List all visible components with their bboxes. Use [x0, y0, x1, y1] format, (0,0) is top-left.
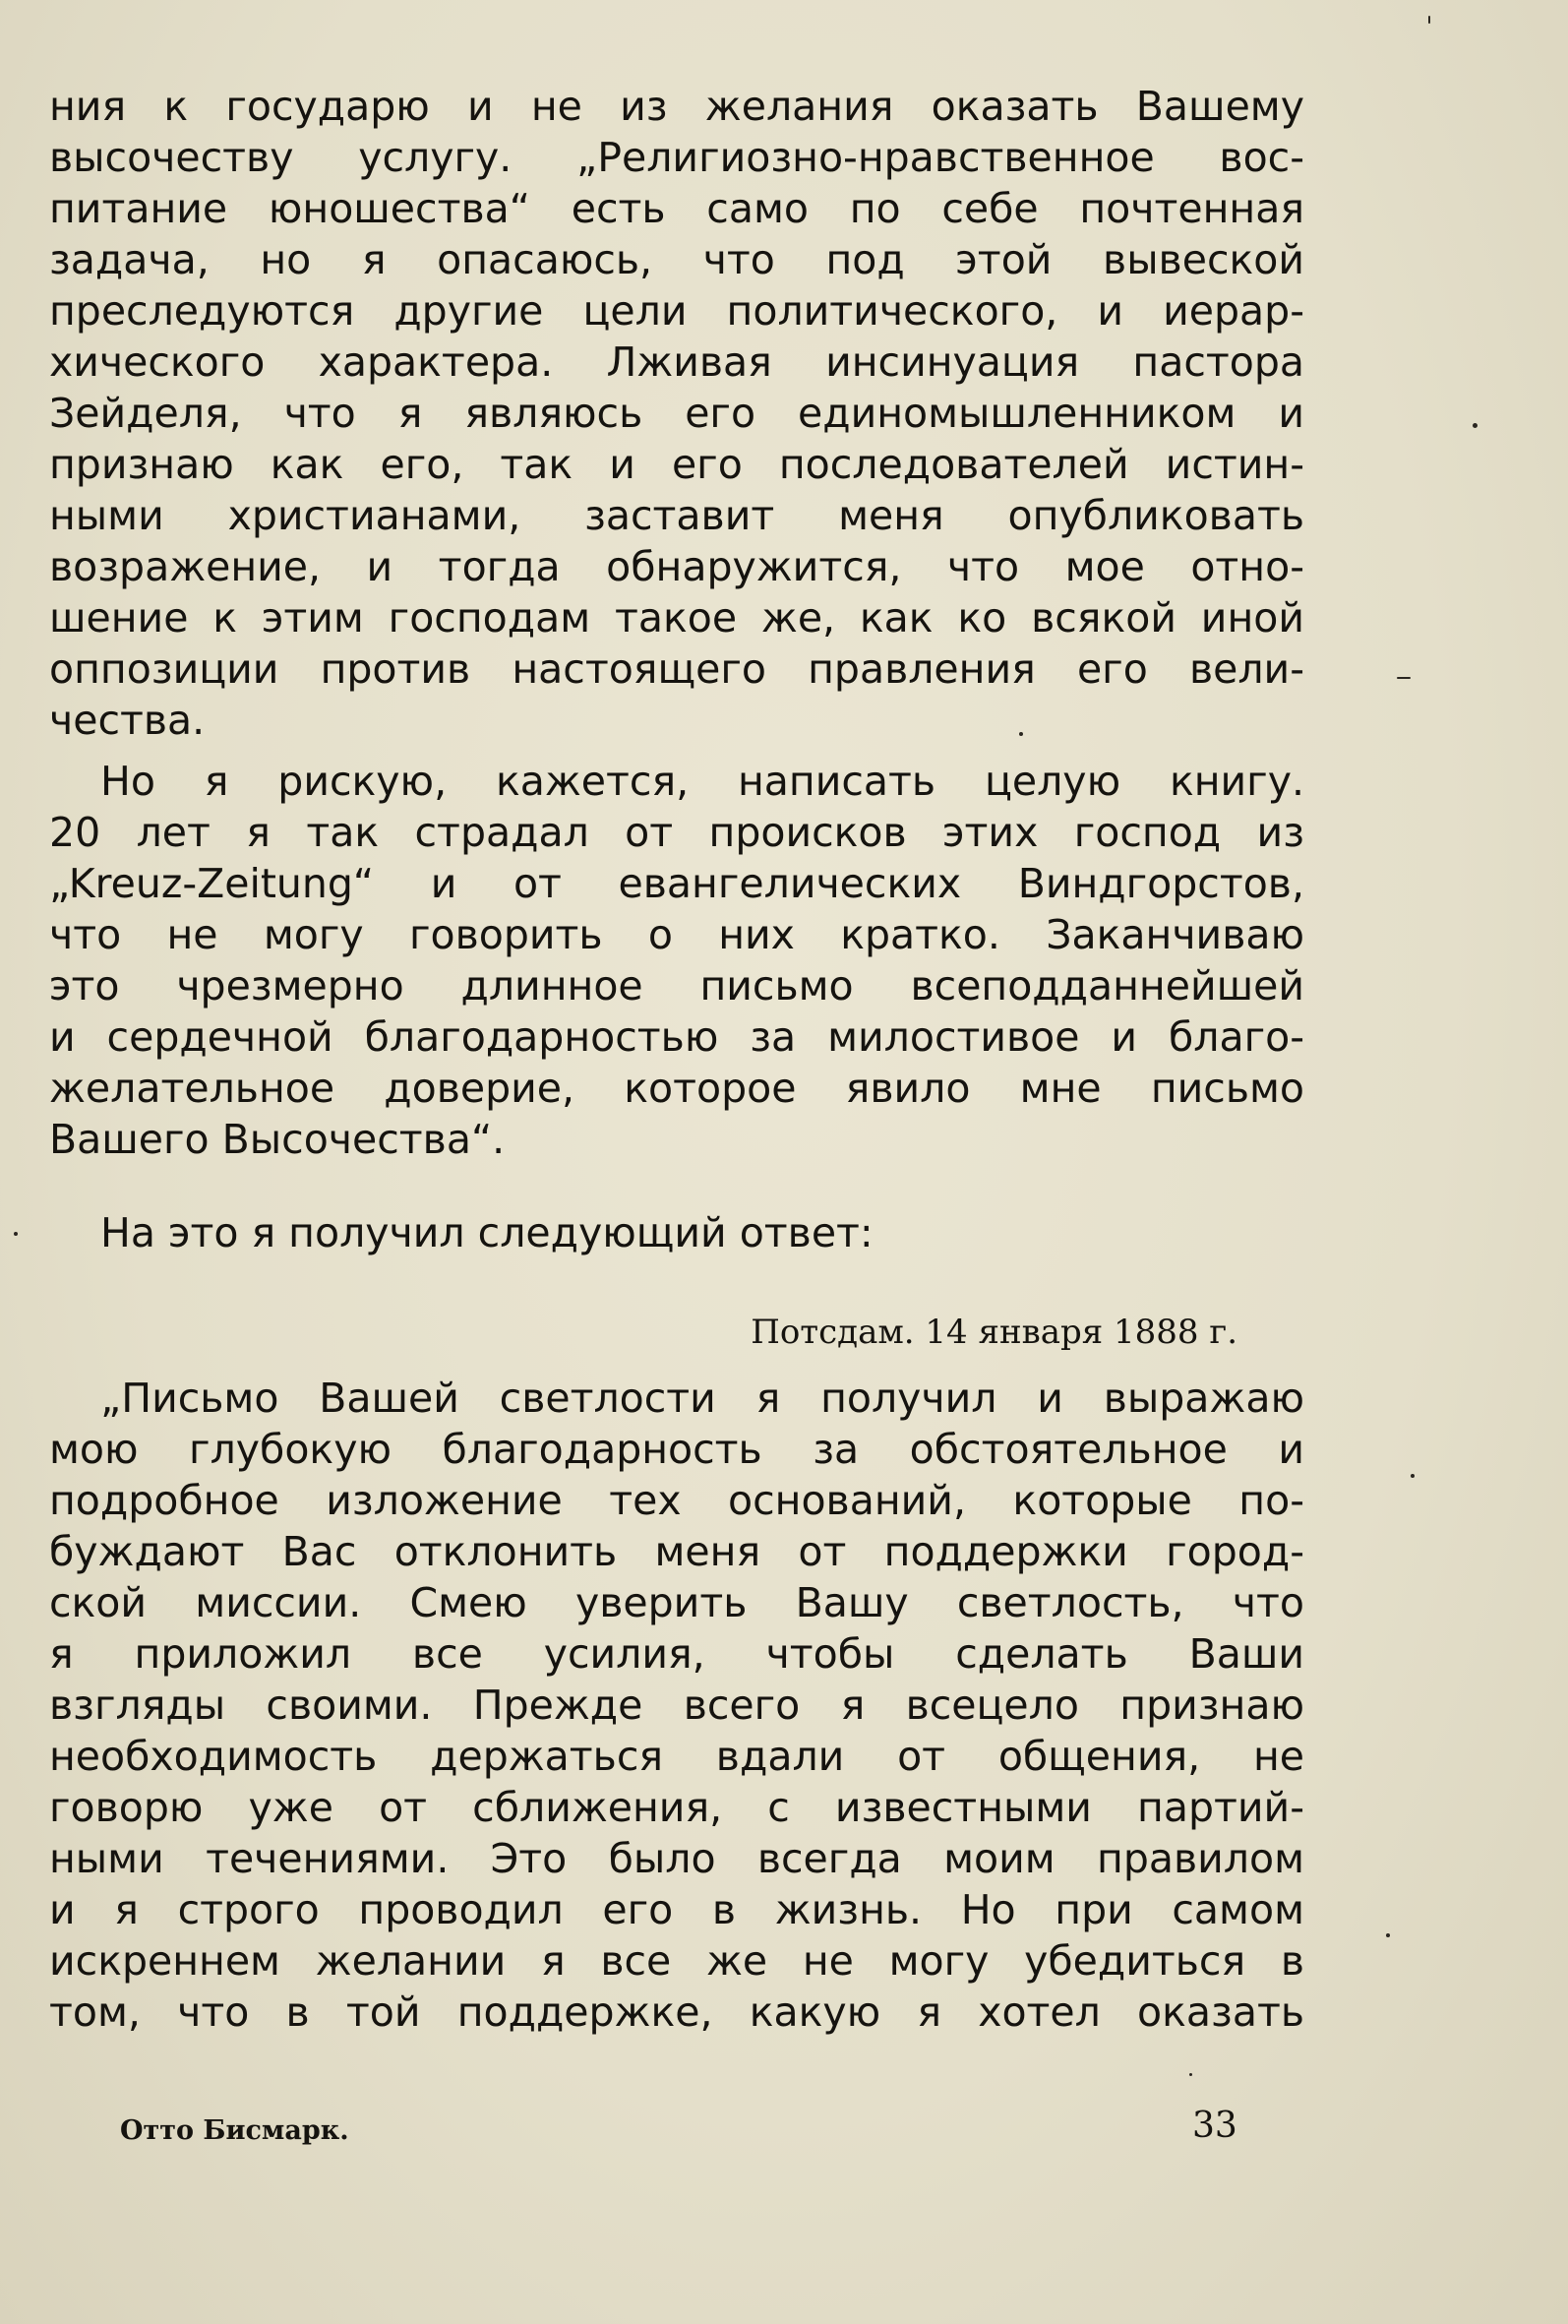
letter-quote — [49, 1373, 1304, 2038]
text-line: это чрезмерно длинное письмо всеподданнейшей — [49, 962, 1304, 1009]
text-line: признаю как его, так и его последователей истин- — [49, 441, 1304, 488]
text-line: преследуются другие цели политического, и иерар- — [49, 287, 1304, 335]
paragraph — [49, 1207, 1304, 1258]
text-line: ными христианами, заставит меня опубликовать — [49, 492, 1304, 539]
text-line: „Письмо Вашей светлости я получил и выражаю — [100, 1375, 1304, 1422]
text-line: том, что в той поддержке, какую я хотел оказать — [49, 1988, 1304, 2036]
print-speck — [1397, 677, 1411, 679]
text-line: необходимость держаться вдали от общения, не — [49, 1733, 1304, 1780]
text-line: подробное изложение тех оснований, которые по- — [49, 1477, 1304, 1524]
text-line: и я строго проводил его в жизнь. Но при самом — [49, 1886, 1304, 1933]
print-speck — [1019, 732, 1023, 736]
text-line: взгляды своими. Прежде всего я всецело признаю — [49, 1682, 1304, 1729]
paragraph — [49, 756, 1304, 1165]
text-line: задача, но я опасаюсь, что под этой вывеской — [49, 236, 1304, 283]
text-line: На это я получил следующий ответ: — [100, 1209, 874, 1256]
print-speck — [1386, 1933, 1390, 1937]
letter-dateline: Потсдам. 14 января 1888 г. — [751, 1313, 1237, 1352]
print-speck — [1428, 16, 1430, 24]
text-line: и сердечной благодарностью за милостивое и благо- — [49, 1013, 1304, 1061]
text-line: я приложил все усилия, чтобы сделать Ваши — [49, 1630, 1304, 1678]
text-line: „Kreuz-Zeitung“ и от евангелических Виндгорстов, — [49, 860, 1304, 907]
footer-author: Отто Бисмарк. — [120, 2115, 349, 2146]
text-line: 20 лет я так страдал от происков этих господ из — [49, 809, 1304, 856]
text-line: питание юношества“ есть само по себе почтенная — [49, 185, 1304, 232]
text-line: что не могу говорить о них кратко. Заканчиваю — [49, 911, 1304, 958]
print-speck — [1189, 2073, 1192, 2076]
text-line: возражение, и тогда обнаружится, что мое отно- — [49, 543, 1304, 590]
text-line: хического характера. Лживая инсинуация пастора — [49, 338, 1304, 386]
print-speck — [1473, 423, 1478, 428]
text-line: Зейделя, что я являюсь его единомышленником и — [49, 390, 1304, 437]
print-speck — [1411, 1474, 1415, 1478]
text-line: ными течениями. Это было всегда моим правилом — [49, 1835, 1304, 1882]
text-line: шение к этим господам такое же, как ко всякой иной — [49, 594, 1304, 642]
text-line: мою глубокую благодарность за обстоятельное и — [49, 1426, 1304, 1473]
text-line: ния к государю и не из желания оказать Вашему — [49, 83, 1304, 130]
text-line: говорю уже от сближения, с известными партий- — [49, 1784, 1304, 1831]
page-number: 33 — [1192, 2106, 1237, 2146]
text-line: Вашего Высочества“. — [49, 1116, 506, 1163]
text-line: высочеству услугу. „Религиозно-нравственное вос- — [49, 134, 1304, 181]
text-line: оппозиции против настоящего правления его вели- — [49, 645, 1304, 693]
print-speck — [14, 1232, 18, 1236]
text-line: искреннем желании я все же не могу убедиться в — [49, 1937, 1304, 1985]
text-line: желательное доверие, которое явило мне письмо — [49, 1065, 1304, 1112]
text-line: буждают Вас отклонить меня от поддержки город- — [49, 1528, 1304, 1575]
text-line: ской миссии. Смею уверить Вашу светлость, что — [49, 1579, 1304, 1626]
text-line: чества. — [49, 697, 206, 744]
paragraph-continued — [49, 81, 1304, 746]
text-line: Но я рискую, кажется, написать целую книгу. — [100, 758, 1304, 805]
